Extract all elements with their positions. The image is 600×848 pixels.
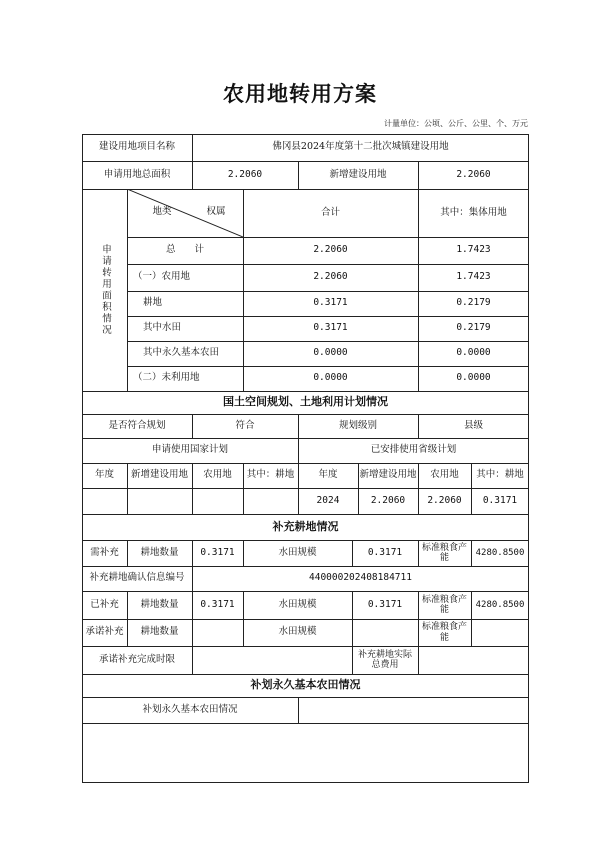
area-row-collective: 0.0000 <box>456 347 491 359</box>
area-row-total: 0.0000 <box>313 347 348 359</box>
supplement-section-title: 补充耕地情况 <box>272 519 339 533</box>
plan-header: 年度 <box>318 469 338 481</box>
promise-supplement-label: 承诺补充 <box>85 626 124 638</box>
diag-right-label: 权属 <box>206 205 226 217</box>
provincial-plan-label: 已安排使用省级计划 <box>370 444 457 456</box>
basic-farmland-label: 补划永久基本农田情况 <box>142 703 238 715</box>
promise-grain-label: 标准粮食产能 <box>422 622 468 643</box>
plan-value: 2024 <box>316 494 340 506</box>
need-grain-value: 4280.8500 <box>475 547 525 558</box>
need-supplement-label: 需补充 <box>90 546 119 558</box>
done-qty-label: 耕地数量 <box>140 598 179 610</box>
basic-farmland-section-title: 补划永久基本农田情况 <box>250 678 361 692</box>
diag-left-label: 地类 <box>152 205 172 217</box>
area-row-total: 2.2060 <box>313 244 348 256</box>
total-area-label: 申请用地总面积 <box>103 168 171 180</box>
conform-label: 是否符合规划 <box>108 419 166 431</box>
project-name-label: 建设用地项目名称 <box>98 141 175 153</box>
done-qty-value: 0.3171 <box>200 598 235 610</box>
area-row-label: （二）未利用地 <box>133 372 200 384</box>
page-title: 农用地转用方案 <box>223 82 377 106</box>
planning-section-title: 国土空间规划、土地利用计划情况 <box>223 395 388 409</box>
done-supplement-label: 已补充 <box>90 598 119 610</box>
units-note: 计量单位：公顷、公斤、公里、个、万元 <box>384 119 528 128</box>
plan-value: 2.2060 <box>427 494 462 506</box>
area-row-label: 其中永久基本农田 <box>143 347 220 359</box>
conform-value: 符合 <box>235 419 255 431</box>
area-row-label: 耕地 <box>143 297 163 309</box>
area-row-total: 0.3171 <box>313 297 348 309</box>
plan-header: 年度 <box>94 469 114 481</box>
col-collective-header: 其中：集体用地 <box>440 206 507 218</box>
confirm-value: 440000202408184711 <box>309 572 412 584</box>
plan-value <box>192 488 243 514</box>
plan-header: 新增建设用地 <box>130 469 188 481</box>
need-qty-value: 0.3171 <box>200 546 235 558</box>
area-row-label: 总 计 <box>165 244 204 256</box>
area-row-total: 0.3171 <box>313 322 348 334</box>
new-construction-label: 新增建设用地 <box>329 168 387 180</box>
plan-header: 农用地 <box>203 469 232 481</box>
area-row-collective: 0.2179 <box>456 297 491 309</box>
done-paddy-label: 水田规模 <box>278 598 317 610</box>
total-area-value: 2.2060 <box>227 168 263 180</box>
area-row-collective: 1.7423 <box>456 271 491 283</box>
done-grain-value: 4280.8500 <box>475 599 525 610</box>
new-construction-value: 2.2060 <box>456 168 491 180</box>
project-name-value: 佛冈县2024年度第十二批次城镇建设用地 <box>272 141 449 153</box>
plan-value <box>82 488 127 514</box>
plan-level-value: 县级 <box>463 419 483 431</box>
area-row-collective: 0.0000 <box>456 372 491 384</box>
deadline-label: 承诺补充完成时限 <box>98 653 175 665</box>
promise-paddy-label: 水田规模 <box>278 626 317 638</box>
plan-value: 2.2060 <box>370 494 406 506</box>
area-row-collective: 1.7423 <box>456 244 491 256</box>
area-side-label: 申请转用面积情况 <box>99 244 111 336</box>
done-paddy-value: 0.3171 <box>367 598 403 610</box>
plan-header: 其中：耕地 <box>246 469 295 481</box>
plan-level-label: 规划级别 <box>338 419 377 431</box>
plan-value <box>243 488 298 514</box>
plan-header: 新增建设用地 <box>359 469 417 481</box>
plan-header: 农用地 <box>430 469 459 481</box>
col-total-header: 合计 <box>320 206 340 218</box>
need-grain-label: 标准粮食产能 <box>422 542 468 563</box>
area-row-total: 0.0000 <box>313 372 348 384</box>
area-row-collective: 0.2179 <box>456 322 491 334</box>
area-row-label: （一）农用地 <box>133 271 191 283</box>
need-qty-label: 耕地数量 <box>140 546 179 558</box>
plan-value: 0.3171 <box>482 494 518 506</box>
area-row-label: 其中水田 <box>143 322 182 334</box>
plan-header: 其中：耕地 <box>476 469 524 481</box>
national-plan-label: 申请使用国家计划 <box>151 444 228 456</box>
plan-value <box>127 488 192 514</box>
cost-label: 补充耕地实际总费用 <box>358 649 413 670</box>
area-row-total: 2.2060 <box>313 271 348 283</box>
confirm-label: 补充耕地确认信息编号 <box>89 572 185 584</box>
promise-qty-label: 耕地数量 <box>140 626 179 638</box>
need-paddy-label: 水田规模 <box>278 546 317 558</box>
done-grain-label: 标准粮食产能 <box>422 594 468 615</box>
need-paddy-value: 0.3171 <box>367 546 403 558</box>
